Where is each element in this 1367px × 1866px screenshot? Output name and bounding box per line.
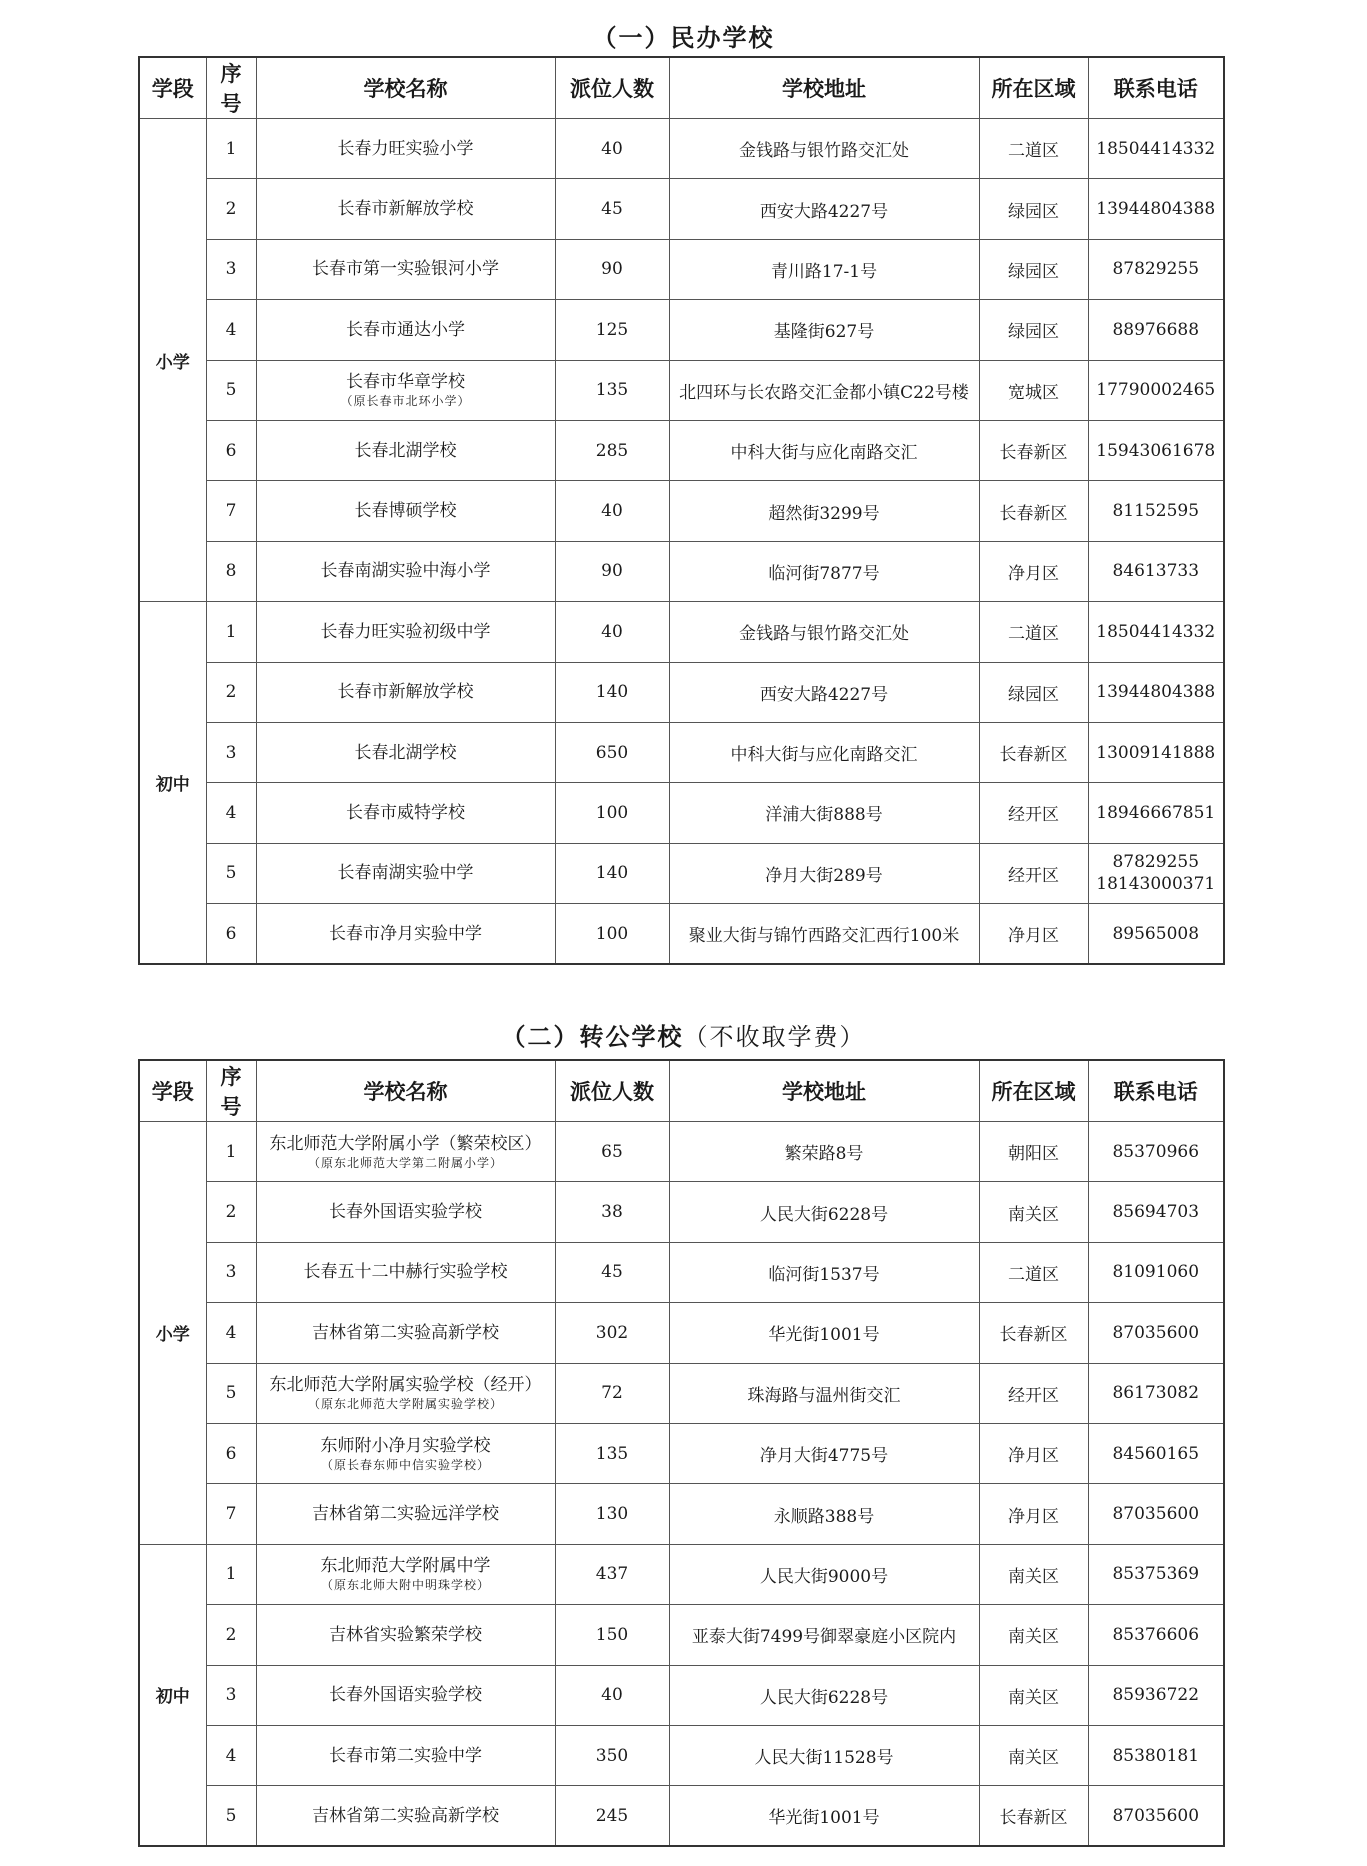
school-name-cell — [256, 783, 555, 843]
table-row — [139, 300, 1224, 360]
row-number: 7 — [206, 1484, 256, 1544]
row-number: 5 — [206, 1363, 256, 1423]
school-name: 长春五十二中赫行实验学校 — [303, 1262, 508, 1283]
school-name-cell — [256, 1725, 555, 1785]
district: 二道区 — [979, 119, 1088, 179]
section-2-title-text: （二）转公学校 — [501, 1022, 684, 1051]
header-phone: 联系电话 — [1088, 1060, 1224, 1122]
phone-cell — [1088, 662, 1224, 722]
school-name: 长春北湖学校 — [354, 440, 457, 461]
phone-cell — [1088, 300, 1224, 360]
phone-number: 87035600 — [1112, 1805, 1200, 1826]
phone-cell — [1088, 1484, 1224, 1544]
school-address: 洋浦大街888号 — [669, 783, 979, 843]
seat-count: 40 — [555, 1665, 669, 1725]
phone-cell — [1088, 119, 1224, 179]
table-row — [139, 239, 1224, 299]
school-address: 西安大路4227号 — [669, 179, 979, 239]
school-name: 东北师范大学附属中学 — [320, 1556, 491, 1577]
seat-count: 40 — [555, 119, 669, 179]
table-row — [139, 1363, 1224, 1423]
school-name-cell — [256, 300, 555, 360]
school-address: 临河街1537号 — [669, 1242, 979, 1302]
seat-count: 40 — [555, 481, 669, 541]
school-name: 长春博硕学校 — [354, 501, 457, 522]
school-address: 西安大路4227号 — [669, 662, 979, 722]
stage-cell: 小学 — [139, 1122, 206, 1545]
phone-cell — [1088, 1303, 1224, 1363]
row-number: 4 — [206, 783, 256, 843]
district: 二道区 — [979, 602, 1088, 662]
phone-number: 13009141888 — [1096, 742, 1216, 763]
school-name: 长春市第二实验中学 — [329, 1745, 482, 1766]
header-district: 所在区域 — [979, 57, 1088, 119]
table-header-row — [139, 57, 1224, 119]
seat-count: 72 — [555, 1363, 669, 1423]
seat-count: 150 — [555, 1605, 669, 1665]
school-name-cell — [256, 1242, 555, 1302]
table-header-row — [139, 1060, 1224, 1122]
school-name-cell — [256, 119, 555, 179]
phone-cell — [1088, 1242, 1224, 1302]
table-row — [139, 541, 1224, 601]
phone-number: 88976688 — [1112, 319, 1200, 340]
row-number: 1 — [206, 119, 256, 179]
school-name: 长春市净月实验中学 — [329, 923, 482, 944]
row-number: 7 — [206, 481, 256, 541]
seat-count: 65 — [555, 1122, 669, 1182]
district: 南关区 — [979, 1182, 1088, 1242]
seat-count: 90 — [555, 239, 669, 299]
table-row — [139, 722, 1224, 782]
district: 净月区 — [979, 541, 1088, 601]
school-former-name: （原东北师范大学第二附属小学） — [307, 1155, 503, 1170]
district: 南关区 — [979, 1665, 1088, 1725]
school-name-cell — [256, 843, 555, 903]
row-number: 6 — [206, 420, 256, 480]
table-row — [139, 1725, 1224, 1785]
header-phone: 联系电话 — [1088, 57, 1224, 119]
district: 朝阳区 — [979, 1122, 1088, 1182]
district: 长春新区 — [979, 722, 1088, 782]
phone-number: 13944804388 — [1096, 199, 1216, 220]
table-row — [139, 119, 1224, 179]
row-number: 2 — [206, 662, 256, 722]
phone-number: 17790002465 — [1096, 380, 1216, 401]
phone-number: 18946667851 — [1096, 802, 1216, 823]
district: 长春新区 — [979, 1786, 1088, 1846]
school-name: 长春北湖学校 — [354, 742, 457, 763]
row-number: 4 — [206, 1303, 256, 1363]
school-name-cell — [256, 1665, 555, 1725]
seat-count: 285 — [555, 420, 669, 480]
seat-count: 125 — [555, 300, 669, 360]
school-name: 长春力旺实验小学 — [337, 138, 474, 159]
seat-count: 350 — [555, 1725, 669, 1785]
school-address: 金钱路与银竹路交汇处 — [669, 602, 979, 662]
school-address: 北四环与长农路交汇金都小镇C22号楼 — [669, 360, 979, 420]
table-row — [139, 481, 1224, 541]
row-number: 2 — [206, 1182, 256, 1242]
phone-cell — [1088, 1363, 1224, 1423]
row-number: 3 — [206, 1665, 256, 1725]
phone-number: 81091060 — [1112, 1262, 1200, 1283]
school-address: 繁荣路8号 — [669, 1122, 979, 1182]
district: 二道区 — [979, 1242, 1088, 1302]
phone-cell — [1088, 420, 1224, 480]
seat-count: 45 — [555, 179, 669, 239]
phone-cell — [1088, 843, 1224, 903]
row-number: 6 — [206, 904, 256, 964]
school-address: 超然街3299号 — [669, 481, 979, 541]
school-name-cell — [256, 1182, 555, 1242]
table-row — [139, 420, 1224, 480]
phone-cell — [1088, 1786, 1224, 1846]
district: 经开区 — [979, 1363, 1088, 1423]
header-district: 所在区域 — [979, 1060, 1088, 1122]
phone-cell — [1088, 1423, 1224, 1483]
phone-cell — [1088, 481, 1224, 541]
row-number: 2 — [206, 179, 256, 239]
header-no: 序号 — [206, 1060, 256, 1122]
phone-number: 84613733 — [1112, 561, 1200, 582]
district: 绿园区 — [979, 239, 1088, 299]
stage-cell: 初中 — [139, 1544, 206, 1846]
school-name-cell — [256, 1363, 555, 1423]
school-name: 长春南湖实验中学 — [337, 863, 474, 884]
school-address: 华光街1001号 — [669, 1303, 979, 1363]
table-row — [139, 662, 1224, 722]
phone-number: 85694703 — [1112, 1202, 1200, 1223]
school-address: 珠海路与温州街交汇 — [669, 1363, 979, 1423]
table-row — [139, 1242, 1224, 1302]
school-address: 中科大街与应化南路交汇 — [669, 420, 979, 480]
district: 净月区 — [979, 904, 1088, 964]
school-address: 净月大街289号 — [669, 843, 979, 903]
school-name: 长春市华章学校 — [346, 372, 465, 393]
school-name: 长春外国语实验学校 — [329, 1685, 482, 1706]
row-number: 1 — [206, 602, 256, 662]
district: 宽城区 — [979, 360, 1088, 420]
school-address: 中科大街与应化南路交汇 — [669, 722, 979, 782]
phone-cell — [1088, 541, 1224, 601]
school-former-name: （原长春东师中信实验学校） — [320, 1457, 490, 1472]
school-name: 长春市第一实验银河小学 — [312, 259, 499, 280]
phone-number: 89565008 — [1112, 923, 1200, 944]
school-name: 长春市新解放学校 — [337, 199, 474, 220]
seat-count: 245 — [555, 1786, 669, 1846]
phone-cell — [1088, 722, 1224, 782]
school-address: 人民大街6228号 — [669, 1182, 979, 1242]
seat-count: 135 — [555, 360, 669, 420]
phone-number: 85380181 — [1112, 1745, 1200, 1766]
seat-count: 135 — [555, 1423, 669, 1483]
school-former-name: （原东北师大附中明珠学校） — [320, 1578, 490, 1593]
district: 南关区 — [979, 1725, 1088, 1785]
stage-cell: 初中 — [139, 602, 206, 964]
row-number: 3 — [206, 722, 256, 782]
stage-cell: 小学 — [139, 119, 206, 602]
school-address: 金钱路与银竹路交汇处 — [669, 119, 979, 179]
header-school-name: 学校名称 — [256, 57, 555, 119]
seat-count: 302 — [555, 1303, 669, 1363]
seat-count: 100 — [555, 904, 669, 964]
seat-count: 130 — [555, 1484, 669, 1544]
header-count: 派位人数 — [555, 57, 669, 119]
school-name: 长春力旺实验初级中学 — [320, 621, 491, 642]
school-address: 人民大街9000号 — [669, 1544, 979, 1604]
seat-count: 45 — [555, 1242, 669, 1302]
school-name: 吉林省第二实验远洋学校 — [312, 1504, 499, 1525]
phone-cell — [1088, 1605, 1224, 1665]
phone-number: 18504414332 — [1096, 138, 1216, 159]
row-number: 8 — [206, 541, 256, 601]
phone-cell — [1088, 602, 1224, 662]
table-row — [139, 1484, 1224, 1544]
school-name: 长春市新解放学校 — [337, 682, 474, 703]
phone-cell — [1088, 360, 1224, 420]
phone-cell — [1088, 1122, 1224, 1182]
seat-count: 650 — [555, 722, 669, 782]
school-name-cell — [256, 360, 555, 420]
phone-number: 87035600 — [1112, 1504, 1200, 1525]
seat-count: 437 — [555, 1544, 669, 1604]
header-address: 学校地址 — [669, 1060, 979, 1122]
seat-count: 40 — [555, 602, 669, 662]
row-number: 2 — [206, 1605, 256, 1665]
table-row — [139, 1303, 1224, 1363]
phone-cell — [1088, 1544, 1224, 1604]
seat-count: 100 — [555, 783, 669, 843]
phone-cell — [1088, 904, 1224, 964]
table-row — [139, 1544, 1224, 1604]
header-school-name: 学校名称 — [256, 1060, 555, 1122]
school-former-name: （原东北师范大学附属实验学校） — [307, 1397, 503, 1412]
school-name-cell — [256, 481, 555, 541]
phone-number: 85375369 — [1112, 1564, 1200, 1585]
row-number: 4 — [206, 1725, 256, 1785]
phone-cell — [1088, 783, 1224, 843]
seat-count: 90 — [555, 541, 669, 601]
phone-number: 85370966 — [1112, 1141, 1200, 1162]
row-number: 1 — [206, 1122, 256, 1182]
row-number: 1 — [206, 1544, 256, 1604]
district: 长春新区 — [979, 1303, 1088, 1363]
school-name-cell — [256, 1122, 555, 1182]
row-number: 5 — [206, 360, 256, 420]
table-row — [139, 1423, 1224, 1483]
district: 绿园区 — [979, 179, 1088, 239]
phone-number: 85936722 — [1112, 1685, 1200, 1706]
table-row — [139, 1665, 1224, 1725]
row-number: 4 — [206, 300, 256, 360]
header-no: 序号 — [206, 57, 256, 119]
district: 经开区 — [979, 843, 1088, 903]
table-row — [139, 1182, 1224, 1242]
district: 长春新区 — [979, 481, 1088, 541]
school-address: 亚泰大街7499号御翠豪庭小区院内 — [669, 1605, 979, 1665]
table-row — [139, 360, 1224, 420]
phone-cell — [1088, 1182, 1224, 1242]
phone-number: 81152595 — [1112, 501, 1200, 522]
table-row — [139, 904, 1224, 964]
phone-number: 13944804388 — [1096, 682, 1216, 703]
district: 长春新区 — [979, 420, 1088, 480]
school-address: 永顺路388号 — [669, 1484, 979, 1544]
school-name-cell — [256, 662, 555, 722]
table-row — [139, 179, 1224, 239]
seat-count: 140 — [555, 843, 669, 903]
school-name-cell — [256, 602, 555, 662]
school-address: 华光街1001号 — [669, 1786, 979, 1846]
header-count: 派位人数 — [555, 1060, 669, 1122]
table-row — [139, 1605, 1224, 1665]
table-row — [139, 602, 1224, 662]
school-address: 净月大街4775号 — [669, 1423, 979, 1483]
private-schools-table — [138, 56, 1225, 965]
seat-count: 38 — [555, 1182, 669, 1242]
seat-count: 140 — [555, 662, 669, 722]
phone-number: 87829255 — [1112, 852, 1200, 873]
phone-number: 87829255 — [1112, 259, 1200, 280]
school-address: 人民大街11528号 — [669, 1725, 979, 1785]
row-number: 3 — [206, 239, 256, 299]
row-number: 5 — [206, 843, 256, 903]
phone-number: 84560165 — [1112, 1443, 1200, 1464]
school-former-name: （原长春市北环小学） — [340, 394, 471, 409]
header-stage: 学段 — [139, 1060, 206, 1122]
table-row — [139, 843, 1224, 903]
header-address: 学校地址 — [669, 57, 979, 119]
school-name: 吉林省实验繁荣学校 — [329, 1624, 482, 1645]
school-name-cell — [256, 541, 555, 601]
school-name: 吉林省第二实验高新学校 — [312, 1805, 499, 1826]
school-name-cell — [256, 420, 555, 480]
phone-number: 86173082 — [1112, 1383, 1200, 1404]
phone-cell — [1088, 179, 1224, 239]
district: 净月区 — [979, 1423, 1088, 1483]
school-name-cell — [256, 179, 555, 239]
phone-number: 85376606 — [1112, 1624, 1200, 1645]
school-address: 临河街7877号 — [669, 541, 979, 601]
district: 绿园区 — [979, 662, 1088, 722]
phone-cell — [1088, 1725, 1224, 1785]
row-number: 6 — [206, 1423, 256, 1483]
school-name: 东北师范大学附属实验学校（经开） — [269, 1375, 542, 1396]
school-name: 长春市通达小学 — [346, 319, 465, 340]
school-address: 人民大街6228号 — [669, 1665, 979, 1725]
school-address: 聚业大街与锦竹西路交汇西行100米 — [669, 904, 979, 964]
school-name-cell — [256, 239, 555, 299]
school-name: 东北师范大学附属小学（繁荣校区） — [269, 1133, 542, 1154]
phone-cell — [1088, 239, 1224, 299]
phone-number-secondary: 18143000371 — [1096, 874, 1216, 895]
district: 南关区 — [979, 1544, 1088, 1604]
school-name: 长春南湖实验中海小学 — [320, 561, 491, 582]
phone-cell — [1088, 1665, 1224, 1725]
converted-public-schools-table — [138, 1059, 1225, 1847]
school-name-cell — [256, 1605, 555, 1665]
school-name-cell — [256, 1544, 555, 1604]
school-address: 基隆街627号 — [669, 300, 979, 360]
private-schools-body — [139, 119, 1224, 964]
district: 净月区 — [979, 1484, 1088, 1544]
converted-public-schools-body — [139, 1122, 1224, 1847]
phone-number: 18504414332 — [1096, 621, 1216, 642]
school-name-cell — [256, 1786, 555, 1846]
section-1-title — [0, 18, 1367, 53]
row-number: 3 — [206, 1242, 256, 1302]
phone-number: 15943061678 — [1096, 440, 1216, 461]
school-name-cell — [256, 1303, 555, 1363]
school-name: 吉林省第二实验高新学校 — [312, 1322, 499, 1343]
school-name-cell — [256, 722, 555, 782]
table-row — [139, 1122, 1224, 1182]
section-1-title-text: （一）民办学校 — [592, 23, 775, 52]
school-address: 青川路17-1号 — [669, 239, 979, 299]
school-name: 长春外国语实验学校 — [329, 1202, 482, 1223]
district: 经开区 — [979, 783, 1088, 843]
school-name: 长春市威特学校 — [346, 802, 465, 823]
row-number: 5 — [206, 1786, 256, 1846]
school-name-cell — [256, 904, 555, 964]
district: 南关区 — [979, 1605, 1088, 1665]
header-stage: 学段 — [139, 57, 206, 119]
section-2-title — [0, 1017, 1367, 1052]
section-2-title-note: （不收取学费） — [683, 1023, 866, 1051]
phone-number: 87035600 — [1112, 1322, 1200, 1343]
table-row — [139, 1786, 1224, 1846]
school-name: 东师附小净月实验学校 — [320, 1435, 491, 1456]
school-name-cell — [256, 1484, 555, 1544]
district: 绿园区 — [979, 300, 1088, 360]
school-name-cell — [256, 1423, 555, 1483]
table-row — [139, 783, 1224, 843]
